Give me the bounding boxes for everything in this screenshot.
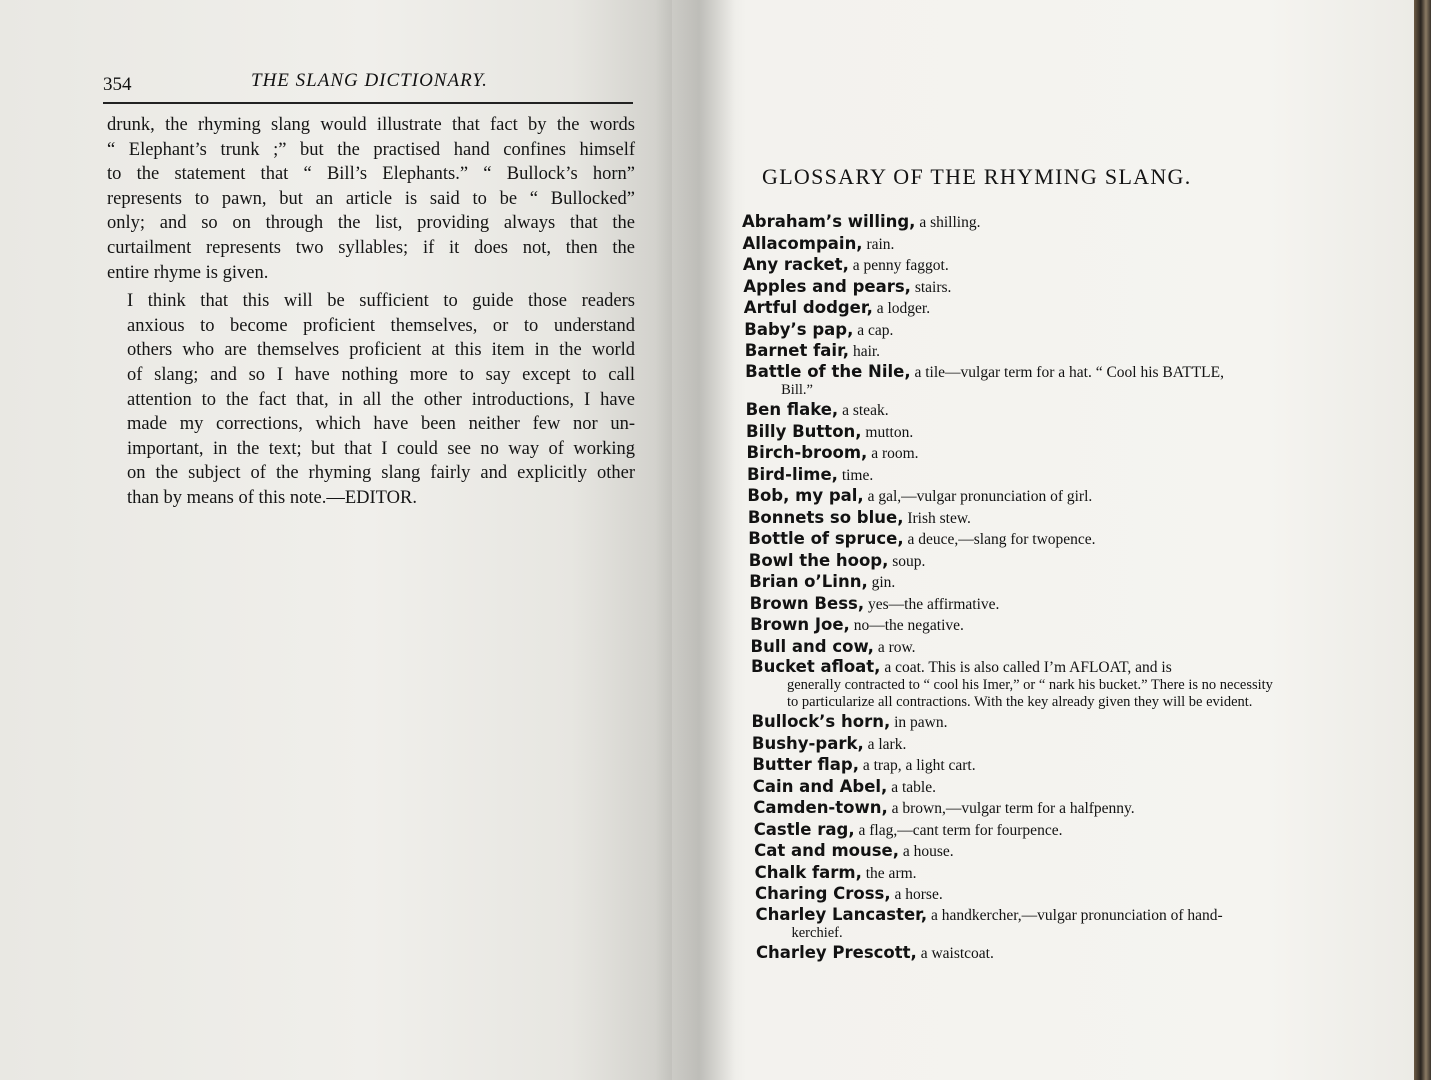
text-line: to the statement that “ Bill’s Elephants.” “ Bullock’s horn” (107, 164, 635, 185)
text-line: than by means of this note.—EDITOR. (127, 487, 417, 508)
glossary-entry (742, 594, 1282, 616)
header-rule (103, 102, 633, 104)
glossary-entry (742, 508, 1282, 530)
glossary-entry (742, 755, 1282, 777)
entry-definition: a house. (899, 843, 954, 860)
entry-definition: a tile—vulgar term for a hat. “ Cool his BATTLE, (910, 363, 1224, 381)
page-edge (1414, 0, 1431, 1080)
glossary-entry (742, 841, 1282, 863)
entry-term: Bowl the hoop, (748, 550, 889, 570)
glossary-entry (742, 465, 1282, 487)
entry-definition: rain. (862, 235, 895, 253)
text-line: anxious to become proficient themselves, or to understand (127, 315, 635, 336)
glossary-entry (742, 529, 1282, 551)
glossary-entry (742, 341, 1282, 363)
glossary-entry (742, 615, 1282, 637)
entry-definition: Irish stew. (903, 509, 971, 527)
entry-term: Battle of the Nile, (745, 361, 911, 381)
entry-definition: a deuce,—slang for twopence. (903, 531, 1096, 548)
glossary-entry (742, 400, 1282, 422)
glossary-entries (742, 212, 1282, 965)
entry-term: Cat and mouse, (754, 841, 900, 860)
entry-definition: no—the negative. (849, 617, 964, 634)
entry-term: Apples and pears, (743, 276, 911, 296)
entry-continuation: generally contracted to “ cool his Imer,” or “ nark his bucket.” There is no necessity to particularize all contractions. With the key already given they will be evident. (787, 677, 1273, 710)
entry-definition: a shilling. (915, 214, 981, 231)
glossary-entry (742, 234, 1282, 256)
text-line: attention to the fact that, in all the other introductions, I have (127, 389, 635, 410)
entry-term: Artful dodger, (743, 298, 873, 317)
entry-continuation: kerchief. (791, 924, 843, 941)
text-line: I think that this will be sufficient to guide those readers (127, 291, 635, 312)
entry-term: Ben flake, (745, 400, 839, 419)
entry-definition: a horse. (890, 886, 943, 903)
entry-term: Charing Cross, (755, 884, 891, 903)
entry-term: Castle rag, (753, 819, 855, 839)
entry-definition: a handkercher,—vulgar pronunciation of hand- (927, 906, 1223, 924)
entry-definition: in pawn. (890, 714, 948, 731)
entry-term: Bucket afloat, (751, 657, 881, 676)
entry-term: Chalk farm, (754, 862, 862, 882)
text-line: of slang; and so I have nothing more to say except to call (127, 364, 635, 385)
entry-term: Cain and Abel, (752, 776, 888, 796)
entry-term: Bonnets so blue, (747, 507, 904, 527)
entry-term: Bullock’s horn, (751, 712, 891, 731)
glossary-entry (742, 551, 1282, 573)
entry-term: Bushy-park, (751, 733, 864, 753)
entry-term: Bull and cow, (750, 636, 874, 656)
glossary-entry (742, 906, 1282, 942)
text-line: curtailment represents two syllables; if it does not, then the (107, 237, 635, 258)
entry-definition: time. (837, 466, 874, 484)
glossary-entry (742, 277, 1282, 299)
entry-term: Bottle of spruce, (748, 529, 904, 548)
entry-term: Bob, my pal, (747, 486, 864, 505)
text-line: others who are themselves proficient at this item in the world (127, 340, 635, 361)
text-line: on the subject of the rhyming slang fairly and explicitly other (127, 463, 635, 484)
entry-definition: a penny faggot. (848, 257, 949, 274)
entry-term: Any racket, (742, 255, 849, 274)
entry-definition: hair. (849, 343, 881, 360)
entry-definition: a waistcoat. (916, 945, 994, 962)
entry-term: Butter flap, (752, 755, 859, 774)
text-line: represents to pawn, but an article is said to be “ Bullocked” (107, 188, 635, 209)
entry-definition: a coat. This is also called I’m AFLOAT, and is (880, 659, 1172, 676)
running-title: THE SLANG DICTIONARY. (251, 70, 488, 91)
glossary-entry (742, 798, 1282, 820)
entry-term: Barnet fair, (744, 341, 850, 360)
glossary-entry (742, 884, 1282, 906)
glossary-entry (742, 734, 1282, 756)
glossary-entry (742, 422, 1282, 444)
entry-definition: gin. (867, 574, 896, 591)
glossary-entry (742, 820, 1282, 842)
entry-term: Baby’s pap, (744, 319, 854, 339)
entry-definition: a steak. (838, 402, 889, 419)
text-line: important, in the text; but that I could see no way of working (127, 438, 635, 459)
left-body-text (107, 113, 635, 511)
text-line: only; and so on through the list, providing always that the (107, 213, 635, 234)
entry-term: Brown Joe, (750, 615, 850, 634)
glossary-entry (742, 863, 1282, 885)
entry-continuation: Bill.” (781, 381, 813, 398)
glossary-entry (742, 320, 1282, 342)
entry-term: Birch-broom, (746, 443, 868, 462)
entry-term: Brian o’Linn, (749, 572, 868, 591)
glossary-entry (742, 363, 1282, 399)
glossary-entry (742, 943, 1282, 965)
entry-term: Allacompain, (742, 233, 863, 253)
glossary-title: GLOSSARY OF THE RHYMING SLANG. (762, 164, 1192, 189)
running-head (103, 66, 635, 94)
entry-definition: a flag,—cant term for fourpence. (854, 821, 1063, 839)
glossary-entry (742, 658, 1282, 710)
entry-term: Abraham’s willing, (742, 212, 916, 231)
entry-definition: a room. (867, 445, 919, 462)
entry-definition: a brown,—vulgar term for a halfpenny. (887, 800, 1135, 817)
glossary-entry (742, 712, 1282, 734)
glossary-entry (742, 443, 1282, 465)
glossary-entry (742, 572, 1282, 594)
text-line: made my corrections, which have been neither few nor un- (127, 414, 635, 435)
page-number: 354 (103, 74, 132, 95)
glossary-entry (742, 212, 1282, 234)
entry-term: Billy Button, (746, 421, 862, 441)
entry-term: Bird-lime, (746, 464, 838, 484)
text-line: drunk, the rhyming slang would illustrate that fact by the words (107, 115, 635, 135)
entry-definition: soup. (888, 552, 926, 570)
entry-definition: a lodger. (872, 300, 931, 317)
entry-definition: stairs. (910, 278, 952, 296)
glossary-entry (742, 777, 1282, 799)
entry-term: Camden-town, (753, 798, 888, 817)
entry-term: Charley Prescott, (755, 943, 917, 962)
entry-term: Charley Lancaster, (755, 904, 928, 924)
entry-definition: a lark. (863, 735, 907, 753)
entry-definition: yes—the affirmative. (864, 595, 1000, 613)
entry-definition: mutton. (861, 423, 914, 441)
entry-definition: a gal,—vulgar pronunciation of girl. (863, 488, 1093, 505)
entry-definition: a row. (873, 638, 916, 656)
entry-definition: a trap, a light cart. (858, 757, 976, 774)
entry-term: Brown Bess, (749, 593, 865, 613)
text-line: entire rhyme is given. (107, 262, 269, 283)
glossary-entry (742, 637, 1282, 659)
entry-definition: the arm. (861, 864, 917, 882)
glossary-entry (742, 298, 1282, 320)
glossary-entry (742, 255, 1282, 277)
entry-definition: a table. (887, 778, 936, 796)
paragraph-2 (107, 289, 635, 510)
text-line: “ Elephant’s trunk ;” but the practised hand confines himself (107, 139, 635, 160)
glossary-entry (742, 486, 1282, 508)
paragraph-1 (107, 113, 635, 285)
entry-definition: a cap. (853, 321, 894, 339)
